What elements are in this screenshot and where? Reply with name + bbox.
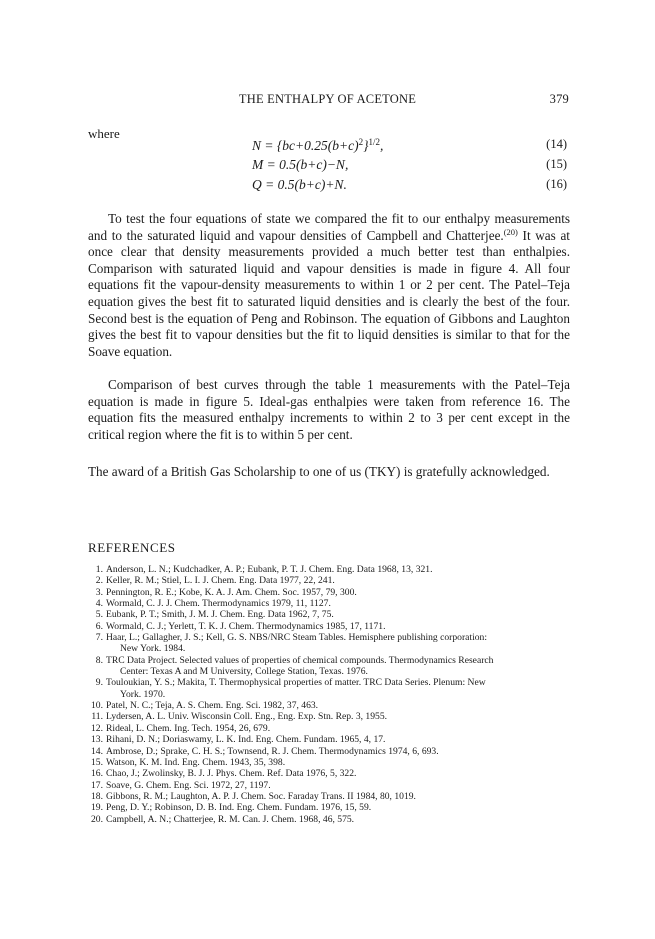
- reference-number: 10.: [91, 700, 103, 712]
- reference-continuation: Center: Texas A and M University, College Station, Texas. 1976.: [120, 666, 368, 678]
- reference-text: Watson, K. M. Ind. Eng. Chem. 1943, 35, 398.: [106, 756, 286, 768]
- reference-number: 20.: [91, 813, 103, 825]
- reference-item: [88, 768, 572, 779]
- reference-item: [88, 598, 572, 609]
- reference-number: 3.: [95, 586, 103, 598]
- reference-item: [88, 814, 572, 825]
- reference-item: [88, 621, 572, 632]
- reference-text: Keller, R. M.; Stiel, L. I. J. Chem. Eng. Data 1977, 22, 241.: [106, 575, 335, 587]
- running-head: [0, 92, 655, 108]
- reference-text: Wormald, C. J. J. Chem. Thermodynamics 1979, 11, 1127.: [106, 598, 331, 610]
- reference-number: 11.: [91, 711, 103, 723]
- reference-item: [88, 700, 572, 711]
- reference-number: 12.: [91, 722, 103, 734]
- reference-item: [88, 587, 572, 598]
- reference-number: 6.: [95, 620, 103, 632]
- reference-item: [88, 677, 572, 700]
- reference-item: [88, 564, 572, 575]
- reference-item: [88, 734, 572, 745]
- reference-item: [88, 609, 572, 620]
- where-label: where: [88, 126, 120, 141]
- reference-item: [88, 757, 572, 768]
- page-number: 379: [549, 92, 569, 106]
- reference-item: [88, 711, 572, 722]
- reference-number: 5.: [95, 609, 103, 621]
- paragraph-fit-comparison: To test the four equations of state we compared the fit to our enthalpy measurements and to the saturated liquid and vapour densities of Campbell and Chatterjee.$^{(20)}$ It was at once clear that density measurements provided a much better test than enthalpies. Comparison with saturated liquid and vapour densities is made in figure 4. All four equations fit the vapour-density measurements to within 1 or 2 per cent. The Patel–Teja equation gives the best fit to saturated liquid densities and is clearly the best of the four. Second best is the equation of Peng and Robinson. The equation of Gibbons and Laughton gives the best fit to vapour densities but the fit to liquid densities is similar to that for the Soave equation.: [88, 211, 570, 359]
- reference-text: TRC Data Project. Selected values of properties of chemical compounds. Thermodynamics Research: [106, 654, 494, 666]
- reference-text: Pennington, R. E.; Kobe, K. A. J. Am. Chem. Soc. 1957, 79, 300.: [106, 586, 357, 598]
- reference-number: 9.: [95, 677, 103, 689]
- reference-text: Soave, G. Chem. Eng. Sci. 1972, 27, 1197.: [106, 779, 271, 791]
- reference-text: Wormald, C. J.; Yerlett, T. K. J. Chem. Thermodynamics 1985, 17, 1171.: [106, 620, 386, 632]
- equation-expression: M = 0.5(b+c)−N,: [252, 157, 349, 172]
- reference-number: 8.: [95, 654, 103, 666]
- running-title: THE ENTHALPY OF ACETONE: [238, 92, 417, 106]
- reference-item: [88, 723, 572, 734]
- references-list: [88, 564, 572, 825]
- reference-item: [88, 802, 572, 813]
- reference-continuation: New York. 1984.: [120, 643, 186, 655]
- reference-text: Lydersen, A. L. Univ. Wisconsin Coll. Eng., Eng. Exp. Stn. Rep. 3, 1955.: [106, 711, 388, 723]
- reference-item: [88, 791, 572, 802]
- reference-text: Chao, J.; Zwolinsky, B. J. J. Phys. Chem. Ref. Data 1976, 5, 322.: [106, 768, 357, 780]
- reference-item: [88, 632, 572, 655]
- equation-expression: Q = 0.5(b+c)+N.: [252, 177, 347, 192]
- reference-number: 7.: [95, 632, 103, 644]
- reference-text: Haar, L.; Gallagher, J. S.; Kell, G. S. NBS/NRC Steam Tables. Hemisphere publishing corporation:: [106, 632, 488, 644]
- reference-text: Patel, N. C.; Teja, A. S. Chem. Eng. Sci. 1982, 37, 463.: [106, 700, 319, 712]
- equation-16: [0, 177, 655, 197]
- paragraph-acknowledgement: The award of a British Gas Scholarship to one of us (TKY) is gratefully acknowledged.: [88, 464, 550, 479]
- reference-number: 19.: [91, 802, 103, 814]
- reference-item: [88, 655, 572, 678]
- equation-15: [0, 157, 655, 177]
- equation-block: [0, 137, 655, 197]
- reference-item: [88, 575, 572, 586]
- reference-item: [88, 780, 572, 791]
- reference-text: Rihani, D. N.; Doriaswamy, L. K. Ind. Eng. Chem. Fundam. 1965, 4, 17.: [106, 734, 386, 746]
- reference-item: [88, 746, 572, 757]
- reference-number: 14.: [91, 745, 103, 757]
- equation-number: (14): [546, 137, 567, 151]
- reference-text: Anderson, L. N.; Kudchadker, A. P.; Eubank, P. T. J. Chem. Eng. Data 1968, 13, 321.: [106, 564, 433, 575]
- reference-text: Eubank, P. T.; Smith, J. M. J. Chem. Eng. Data 1962, 7, 75.: [106, 609, 334, 621]
- references-heading: REFERENCES: [88, 540, 176, 555]
- reference-number: 13.: [91, 734, 103, 746]
- citation-20: (20): [503, 226, 518, 237]
- reference-number: 16.: [91, 768, 103, 780]
- equation-number: (16): [546, 177, 567, 191]
- reference-text: Ambrose, D.; Sprake, C. H. S.; Townsend, R. J. Chem. Thermodynamics 1974, 6, 693.: [106, 745, 439, 757]
- reference-number: 17.: [91, 779, 103, 791]
- reference-text: Campbell, A. N.; Chatterjee, R. M. Can. J. Chem. 1968, 46, 575.: [106, 813, 355, 825]
- paragraph-patel-teja: Comparison of best curves through the table 1 measurements with the Patel–Teja equation is made in figure 5. Ideal-gas enthalpies were taken from reference 16. The equation fits the measured enthalpy increments to within 2 to 3 per cent except in the critical region where the fit is to within 5 per cent.: [88, 377, 570, 442]
- reference-continuation: York. 1970.: [120, 688, 166, 700]
- reference-text: Gibbons, R. M.; Laughton, A. P. J. Chem. Soc. Faraday Trans. II 1984, 80, 1019.: [106, 790, 416, 802]
- equation-14: [0, 137, 655, 157]
- equation-expression: $N = \{bc+0.25(b+c)^2\}^{1/2}$,: [252, 137, 384, 153]
- reference-number: 18.: [91, 790, 103, 802]
- equation-number: (15): [546, 157, 567, 171]
- reference-number: 15.: [91, 756, 103, 768]
- reference-number: 1.: [95, 564, 103, 575]
- reference-number: 2.: [95, 575, 103, 587]
- reference-number: 4.: [95, 598, 103, 610]
- reference-text: Rideal, L. Chem. Ing. Tech. 1954, 26, 679.: [106, 722, 271, 734]
- reference-text: Touloukian, Y. S.; Makita, T. Thermophysical properties of matter. TRC Data Series. Plenum: New: [106, 677, 486, 689]
- reference-text: Peng, D. Y.; Robinson, D. B. Ind. Eng. Chem. Fundam. 1976, 15, 59.: [106, 802, 372, 814]
